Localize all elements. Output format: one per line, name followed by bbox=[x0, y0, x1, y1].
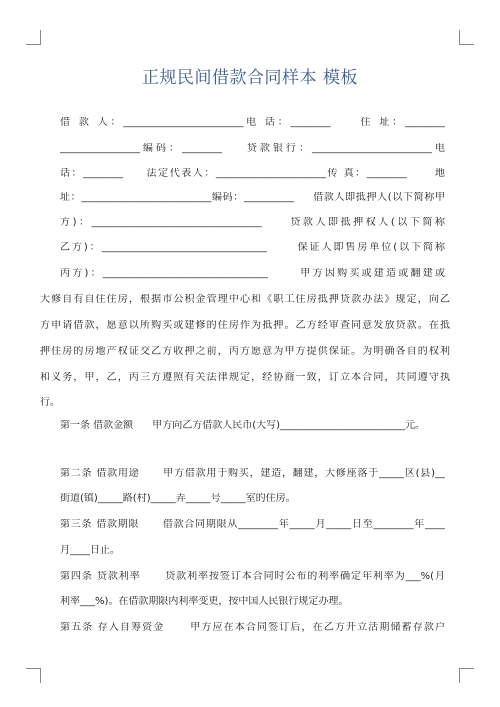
preamble-line: 方申请借款，愿意以所购买或建修的住房作为抵押。乙方经审查同意发放贷款。在抵 bbox=[40, 320, 450, 331]
field-line-party-a: 方)：__________________________________ 贷款人即抵押权人(以下简称 bbox=[60, 217, 445, 228]
preamble-line: 和义务，甲，乙，丙三方遵照有关法律规定，经协商一致，订立本合同，共同遵守执 bbox=[40, 372, 450, 383]
clause-1: 第一条 借款金额 甲方向乙方借款人民币(大写)_________________________元。 bbox=[60, 420, 426, 431]
clause-4-continued: 利率___%)。在借款期限内利率变更，按中国人民银行规定办理。 bbox=[60, 596, 349, 607]
crop-mark-top-right bbox=[459, 30, 474, 45]
field-line-representative: 话：________ 法定代表人：______________________传 真：________ 地 bbox=[60, 168, 445, 179]
field-line-borrower: 借 款 人：________________________电 话：________ 住 址：________ bbox=[60, 117, 445, 128]
field-line-party-c: 丙方)：_________________________________ 甲方因购买或建造或翻建或 bbox=[60, 268, 445, 279]
clause-5: 第五条 存入自筹资金 甲方应在本合同签订后，在乙方开立活期储蓄存款户 bbox=[60, 622, 445, 633]
field-line-party-b: 乙方)：_________________________________ 保证人即售房单位(以下简称 bbox=[60, 242, 445, 253]
clause-3-continued: 月____日止。 bbox=[60, 545, 120, 556]
document-title: 正规民间借款合同样本 模板 bbox=[142, 68, 358, 88]
preamble-line: 行。 bbox=[40, 397, 60, 408]
crop-mark-top-left bbox=[26, 30, 41, 45]
crop-mark-bottom-left bbox=[26, 668, 41, 683]
clause-3: 第三条 借款期限 借款合同期限从________年_____月_____日至________年____ bbox=[60, 519, 445, 530]
clause-2-continued: 街道(镇)_____路(村)_____弄_____号_____室的住房。 bbox=[60, 493, 296, 504]
field-line-bank: ________________编码：________ 贷款银行：________________________电 bbox=[60, 143, 445, 154]
clause-4: 第四条 贷款利率 贷款利率按签订本合同时公布的利率确定年利率为___%(月 bbox=[60, 571, 445, 582]
preamble-line: 大修自有自住住房，根据市公积金管理中心和《职工住房抵押贷款办法》规定，向乙 bbox=[40, 294, 450, 305]
field-line-address: 址：__________________________编码：__________ 借款人即抵押人(以下简称甲 bbox=[60, 192, 445, 203]
preamble-line: 押住房的房地产权证交乙方收押之前，丙方愿意为甲方提供保证。为明确各自的权利 bbox=[40, 346, 450, 357]
crop-mark-bottom-right bbox=[459, 668, 474, 683]
clause-2: 第二条 借款用途 甲方借款用于购买，建造，翻建，大修座落于_____区(县)__ bbox=[60, 468, 445, 479]
